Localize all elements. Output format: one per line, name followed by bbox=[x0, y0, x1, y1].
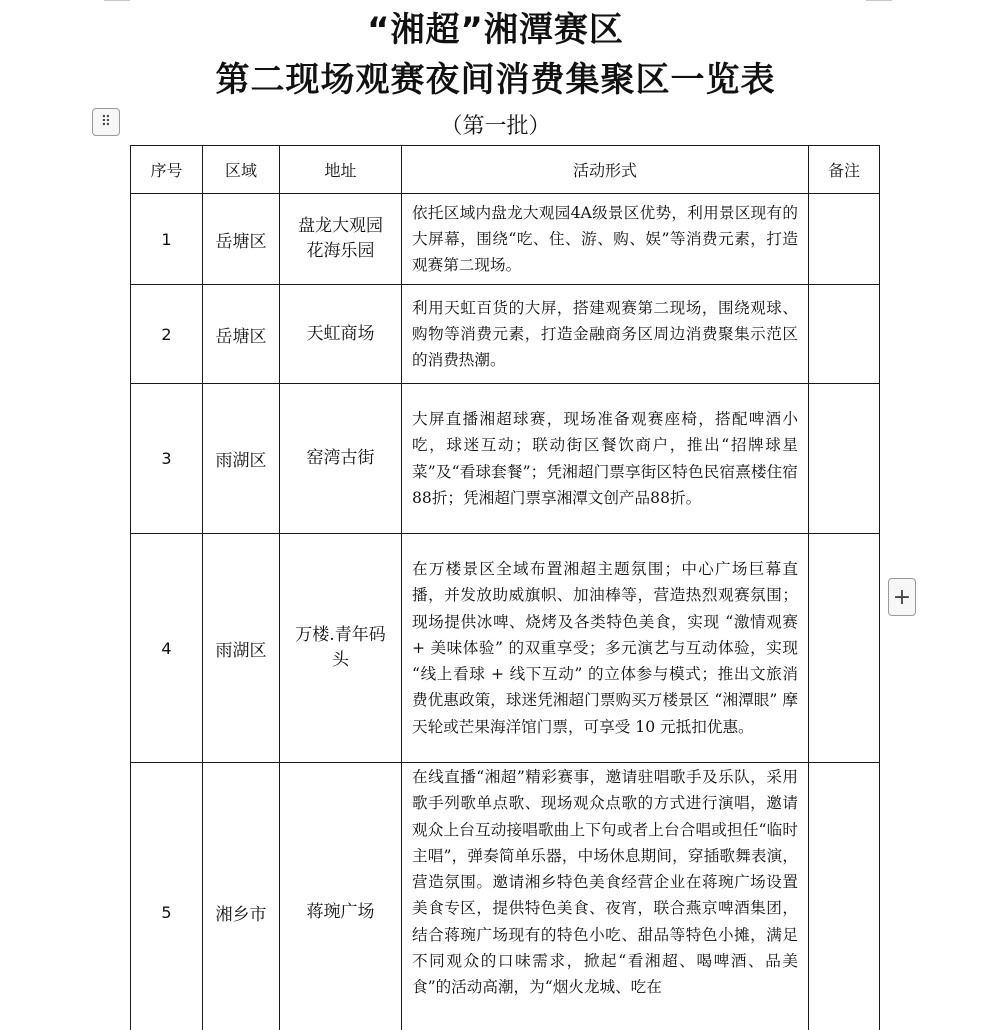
cell-note[interactable] bbox=[809, 763, 880, 1030]
header-activity: 活动形式 bbox=[402, 146, 809, 194]
header-address: 地址 bbox=[280, 146, 402, 194]
header-note: 备注 bbox=[809, 146, 880, 194]
cell-num[interactable]: 4 bbox=[131, 534, 203, 763]
cell-note[interactable] bbox=[809, 285, 880, 384]
document-title-line-2: 第二现场观赛夜间消费集聚区一览表 bbox=[215, 60, 776, 100]
cell-district[interactable]: 岳塘区 bbox=[203, 285, 280, 384]
cell-note[interactable] bbox=[809, 194, 880, 285]
cell-activity[interactable]: 在万楼景区全域布置湘超主题氛围；中心广场巨幕直播，并发放助威旗帜、加油棒等，营造热烈观赛氛围；现场提供冰啤、烧烤及各类特色美食，实现 “激情观赛 + 美味体验” 的双重享受；多元演艺与互动体验，实现 “线上看球 + 线下互动” 的立体参与模式；推出文旅消费优惠政策，球迷凭湘超门票购买万楼景区 “湘潭眼” 摩天轮或芒果海洋馆门票，可享受 10 元抵扣优惠。 bbox=[402, 534, 809, 763]
cell-activity[interactable]: 依托区域内盘龙大观园4A级景区优势，利用景区现有的大屏幕，围绕“吃、住、游、购、娱”等消费元素，打造观赛第二现场。 bbox=[402, 194, 809, 285]
cell-district[interactable]: 岳塘区 bbox=[203, 194, 280, 285]
cell-district[interactable]: 雨湖区 bbox=[203, 534, 280, 763]
cell-num[interactable]: 3 bbox=[131, 384, 203, 534]
cell-activity[interactable]: 大屏直播湘超球赛，现场准备观赛座椅，搭配啤酒小吃，球迷互动；联动街区餐饮商户，推出“招牌球星菜”及“看球套餐”；凭湘超门票享街区特色民宿熹楼住宿88折；凭湘超门票享湘潭文创产品88折。 bbox=[402, 384, 809, 534]
table-header-row bbox=[131, 146, 880, 194]
batch-subtitle: （第一批） bbox=[440, 114, 551, 139]
cell-district[interactable]: 雨湖区 bbox=[203, 384, 280, 534]
table-drag-handle-icon[interactable]: ⠿ bbox=[92, 108, 120, 136]
cell-note[interactable] bbox=[809, 534, 880, 763]
cell-address[interactable]: 天虹商场 bbox=[280, 285, 402, 384]
table-row bbox=[131, 384, 880, 534]
cell-num[interactable]: 2 bbox=[131, 285, 203, 384]
cell-address[interactable]: 盘龙大观园花海乐园 bbox=[280, 194, 402, 285]
document-title-line-1: “湘超”湘潭赛区 bbox=[367, 10, 624, 50]
consumption-zone-table bbox=[130, 145, 880, 1030]
cell-district[interactable]: 湘乡市 bbox=[203, 763, 280, 1030]
cell-address[interactable]: 万楼.青年码头 bbox=[280, 534, 402, 763]
header-district: 区域 bbox=[203, 146, 280, 194]
cell-activity[interactable]: 利用天虹百货的大屏，搭建观赛第二现场，围绕观球、购物等消费元素，打造金融商务区周边消费聚集示范区的消费热潮。 bbox=[402, 285, 809, 384]
cell-address[interactable]: 蒋琬广场 bbox=[280, 763, 402, 1030]
table-row bbox=[131, 194, 880, 285]
cell-num[interactable]: 1 bbox=[131, 194, 203, 285]
cell-note[interactable] bbox=[809, 384, 880, 534]
cell-address[interactable]: 窑湾古街 bbox=[280, 384, 402, 534]
add-row-icon[interactable]: + bbox=[888, 578, 916, 616]
header-num: 序号 bbox=[131, 146, 203, 194]
table-row bbox=[131, 763, 880, 1030]
cell-num[interactable]: 5 bbox=[131, 763, 203, 1030]
cell-activity[interactable]: 在线直播“湘超”精彩赛事，邀请驻唱歌手及乐队，采用歌手列歌单点歌、现场观众点歌的方式进行演唱，邀请观众上台互动接唱歌曲上下句或者上台合唱或担任“临时主唱”，弹奏简单乐器，中场休息期间，穿插歌舞表演，营造氛围。邀请湘乡特色美食经营企业在蒋琬广场设置美食专区，提供特色美食、夜宵，联合燕京啤酒集团，结合蒋琬广场现有的特色小吃、甜品等特色小摊，满足不同观众的口味需求，掀起“看湘超、喝啤酒、品美食”的活动高潮，为“烟火龙城、吃在 bbox=[402, 763, 809, 1030]
table-row bbox=[131, 285, 880, 384]
table-row bbox=[131, 534, 880, 763]
